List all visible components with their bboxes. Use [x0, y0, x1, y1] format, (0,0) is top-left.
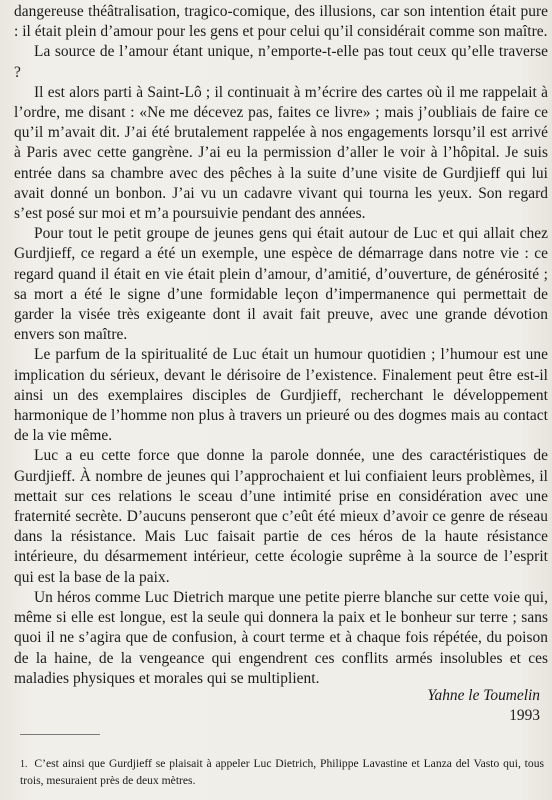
author-signature: Yahne le Toumelin	[427, 687, 540, 704]
footnote	[20, 756, 544, 789]
paragraph: Luc a eu cette force que donne la parole donnée, une des caractéristiques de Gurdjieff. À nombre de jeunes qui l’approchaient et lui confiaient leurs problèmes, il mettait sur ces relations le sceau d’une intimité prise en considération avec une fraternité secrète. D’aucuns penseront que c’eût été mieux d’avoir ce genre de réseau dans la résistance. Mais Luc faisait partie de ces héros de la haute résistance intérieure, du désarmement intérieur, cette écologie suprême à la source de l’esprit qui est la base de la paix.	[14, 447, 548, 586]
footnote-text: C’est ainsi que Gurdjieff se plaisait à appeler Luc Dietrich, Philippe Lavastine et Lanza del Vasto qui, tous trois, mesuraient près de deux mètres.	[20, 757, 544, 787]
paragraph: Pour tout le petit groupe de jeunes gens qui était autour de Luc et qui allait chez Gurdjieff, ce regard a été un exemple, une espèce de démarrage dans notre vie : ce regard quand il était en vie était plein d’amour, d’amitié, d’ouverture, de générosité ; sa mort a été le signe d’une formidable leçon d’impermanence qui permettait de garder la visée très exigeante dont il avait fait preuve, avec une grande dévotion envers son maître.	[14, 225, 548, 344]
footnote-divider	[20, 734, 100, 735]
footnote-number: 1.	[20, 759, 28, 770]
paragraph: dangereuse théâtralisation, tragico-comique, des illusions, car son intention était pure : il était plein d’amour pour les gens et pour celui qu’il considérait comme son maître.	[14, 3, 548, 41]
paragraph: Il est alors parti à Saint-Lô ; il continuait à m’écrire des cartes où il me rappelait à l’ordre, me disant : «Ne me décevez pas, faites ce livre» ; mais j’oubliais de faire ce qu’il m’avait dit. J’ai été brutalement rappelée à nos engagements lorsqu’il est arrivé à Paris avec cette gangrène. J’ai eu la permission d’aller le voir à l’hôpital. Je suis entrée dans sa chambre avec des pêches à la suite d’une visite de Gurdjieff qui lui avait donné un bonbon. J’ai vu un cadavre vivant qui tourna les yeux. Son regard s’est posé sur moi et m’a poursuivie pendant des années.	[14, 83, 548, 223]
paragraph: Le parfum de la spiritualité de Luc était un humour quotidien ; l’humour est une implication du sérieux, devant le dérisoire de l’existence. Finalement peut être est-il ainsi un des exemplaires disciples de Gurdjieff, recherchant le développement harmonique de l’homme non plus à travers un prieuré ou des dogmes mais au contact de la vie même.	[14, 346, 548, 445]
signature-year: 1993	[509, 707, 540, 724]
body-text	[14, 2, 548, 689]
paragraph: La source de l’amour étant unique, n’emporte-t-elle pas tout ceux qu’elle traverse ?	[14, 43, 548, 81]
paragraph: Un héros comme Luc Dietrich marque une petite pierre blanche sur cette voie qui, même si elle est longue, est la seule qui donnera la paix et le bonheur sur terre ; sans quoi il ne s’agira que de confusion, à court terme et à chaque fois répétée, du poison de la haine, de la vengeance qui engendrent ces conflits armés insolubles et ces maladies physiques et morales qui se multiplient.	[14, 588, 548, 687]
